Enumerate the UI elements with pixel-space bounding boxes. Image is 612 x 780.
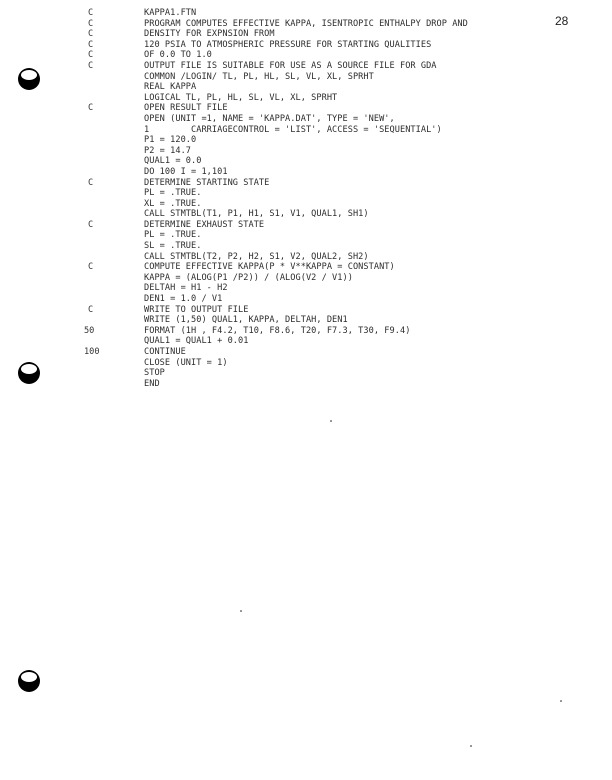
- line-code: OPEN RESULT FILE: [144, 103, 228, 114]
- code-line: [0, 93, 612, 104]
- punch-hole-bottom: [18, 670, 40, 692]
- code-line: [0, 347, 612, 358]
- code-line: [0, 156, 612, 167]
- line-code: FORMAT (1H , F4.2, T10, F8.6, T20, F7.3, T30, F9.4): [144, 325, 411, 336]
- line-label: C: [88, 262, 94, 273]
- code-line: [0, 315, 612, 326]
- line-code: WRITE TO OUTPUT FILE: [144, 304, 249, 315]
- line-code: 1 CARRIAGECONTROL = 'LIST', ACCESS = 'SEQUENTIAL'): [144, 124, 442, 135]
- code-line: [0, 50, 612, 61]
- code-line: [0, 125, 612, 136]
- code-line: [0, 61, 612, 72]
- line-code: OF 0.0 TO 1.0: [144, 50, 212, 61]
- line-label: C: [88, 177, 94, 188]
- line-code: P2 = 14.7: [144, 145, 192, 156]
- line-label: C: [88, 50, 94, 61]
- code-line: [0, 40, 612, 51]
- line-code: SL = .TRUE.: [144, 241, 202, 252]
- line-code: OPEN (UNIT =1, NAME = 'KAPPA.DAT', TYPE = 'NEW',: [144, 113, 395, 124]
- page-number: 28: [555, 14, 569, 28]
- line-code: DETERMINE EXHAUST STATE: [144, 219, 265, 230]
- code-line: [0, 283, 612, 294]
- line-code: END: [144, 378, 160, 389]
- code-line: [0, 167, 612, 178]
- code-line: [0, 19, 612, 30]
- code-line: [0, 82, 612, 93]
- code-line: [0, 209, 612, 220]
- line-label: C: [88, 8, 94, 18]
- line-label: 100: [84, 347, 100, 357]
- line-label: 50: [84, 325, 95, 336]
- code-line: [0, 326, 612, 337]
- line-code: XL = .TRUE.: [144, 198, 202, 209]
- line-code: STOP: [144, 368, 165, 379]
- code-line: [0, 230, 612, 241]
- line-code: OUTPUT FILE IS SUITABLE FOR USE AS A SOURCE FILE FOR GDA: [144, 60, 437, 71]
- code-listing: [0, 8, 612, 389]
- code-line: [0, 252, 612, 263]
- scan-speck: [560, 700, 562, 702]
- line-code: QUAL1 = QUAL1 + 0.01: [144, 336, 249, 347]
- line-code: CALL STMTBL(T2, P2, H2, S1, V2, QUAL2, SH2): [144, 251, 369, 262]
- code-line: [0, 241, 612, 252]
- code-line: [0, 358, 612, 369]
- code-line: [0, 72, 612, 83]
- scan-speck: [240, 610, 242, 612]
- line-code: DO 100 I = 1,101: [144, 166, 228, 177]
- code-line: [0, 103, 612, 114]
- code-line: [0, 188, 612, 199]
- scan-speck: [470, 745, 472, 747]
- line-code: COMMON /LOGIN/ TL, PL, HL, SL, VL, XL, SPRHT: [144, 71, 374, 82]
- line-code: CALL STMTBL(T1, P1, H1, S1, V1, QUAL1, SH1): [144, 209, 369, 220]
- code-line: [0, 379, 612, 390]
- line-label: C: [88, 18, 94, 29]
- line-label: C: [88, 60, 94, 71]
- code-line: [0, 114, 612, 125]
- line-code: DELTAH = H1 - H2: [144, 283, 228, 294]
- line-code: KAPPA1.FTN: [144, 8, 197, 18]
- line-code: 120 PSIA TO ATMOSPHERIC PRESSURE FOR STARTING QUALITIES: [144, 39, 432, 50]
- line-code: PROGRAM COMPUTES EFFECTIVE KAPPA, ISENTROPIC ENTHALPY DROP AND: [144, 18, 468, 29]
- line-label: C: [88, 103, 94, 114]
- code-line: [0, 146, 612, 157]
- line-code: DETERMINE STARTING STATE: [144, 177, 270, 188]
- line-code: LOGICAL TL, PL, HL, SL, VL, XL, SPRHT: [144, 92, 338, 103]
- line-label: C: [88, 29, 94, 40]
- line-code: CLOSE (UNIT = 1): [144, 357, 228, 368]
- line-code: CONTINUE: [144, 347, 186, 357]
- line-code: PL = .TRUE.: [144, 188, 202, 199]
- code-line: [0, 29, 612, 40]
- line-label: C: [88, 39, 94, 50]
- line-label: C: [88, 219, 94, 230]
- code-line: [0, 220, 612, 231]
- line-code: REAL KAPPA: [144, 82, 197, 93]
- code-line: [0, 294, 612, 305]
- code-line: [0, 305, 612, 316]
- code-line: [0, 135, 612, 146]
- code-line: [0, 273, 612, 284]
- code-line: [0, 336, 612, 347]
- line-code: DENSITY FOR EXPNSION FROM: [144, 29, 275, 40]
- line-code: COMPUTE EFFECTIVE KAPPA(P * V**KAPPA = CONSTANT): [144, 262, 395, 273]
- line-code: DEN1 = 1.0 / V1: [144, 294, 223, 305]
- code-line: [0, 178, 612, 189]
- code-line: [0, 8, 612, 19]
- line-code: WRITE (1,50) QUAL1, KAPPA, DELTAH, DEN1: [144, 315, 348, 326]
- code-line: [0, 262, 612, 273]
- line-label: C: [88, 304, 94, 315]
- line-code: QUAL1 = 0.0: [144, 156, 202, 167]
- code-line: [0, 199, 612, 210]
- line-code: P1 = 120.0: [144, 135, 197, 146]
- scan-speck: [330, 420, 332, 422]
- line-code: PL = .TRUE.: [144, 230, 202, 241]
- code-line: [0, 368, 612, 379]
- line-code: KAPPA = (ALOG(P1 /P2)) / (ALOG(V2 / V1)): [144, 272, 353, 283]
